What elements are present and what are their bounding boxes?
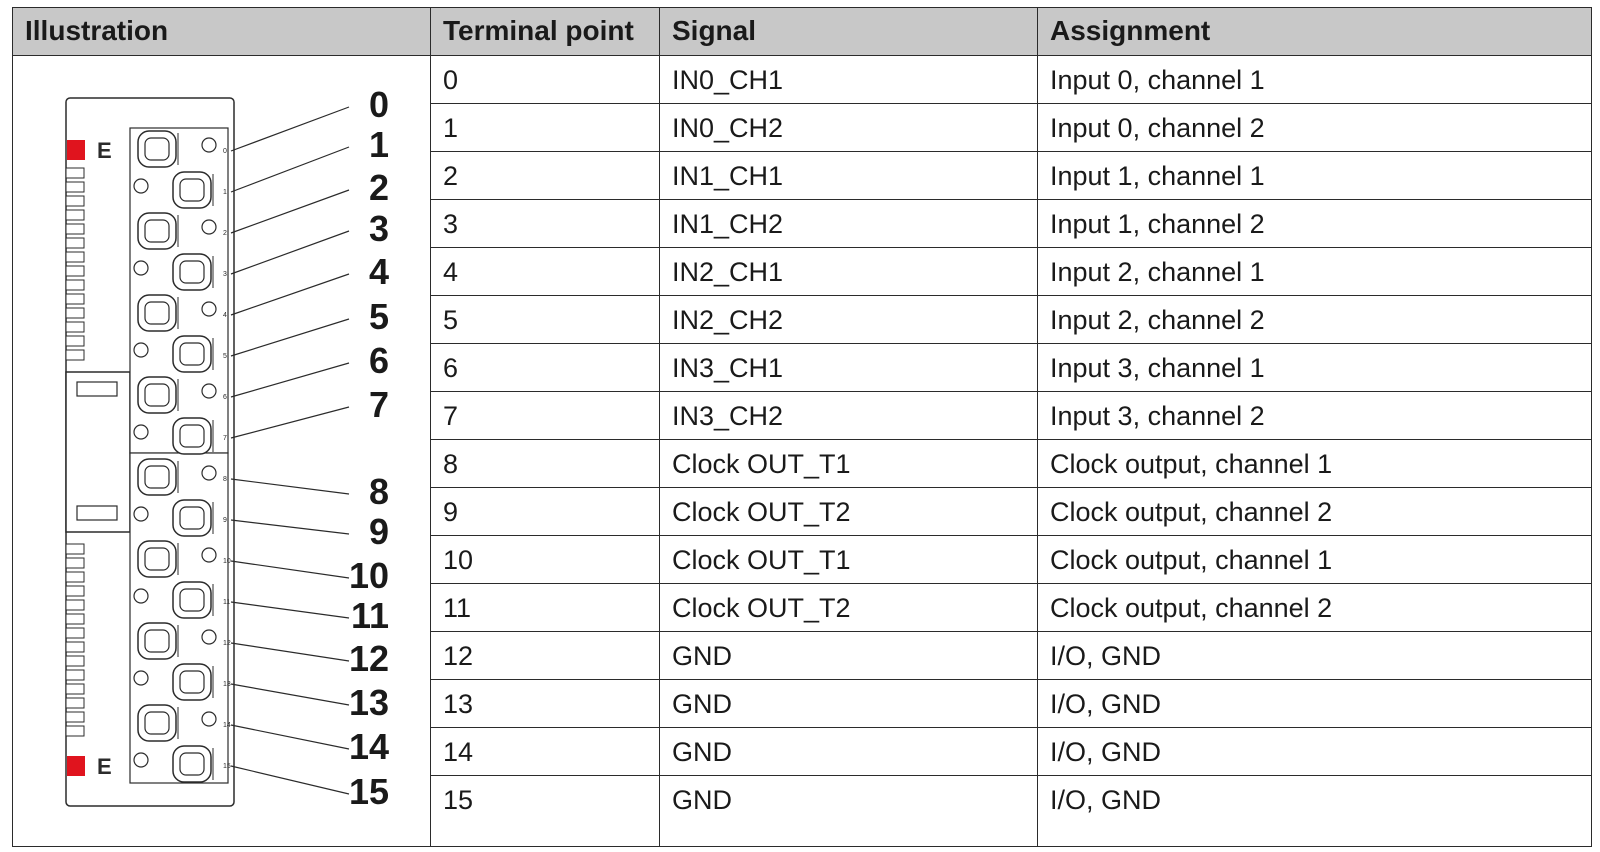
terminal-small-label: 1 [223, 189, 227, 196]
assignment-cell: Input 3, channel 2 [1050, 401, 1265, 431]
terminal-small-label: 8 [223, 476, 227, 483]
release-button [134, 179, 148, 193]
release-button [202, 466, 216, 480]
callout-line [231, 363, 349, 397]
callout-line [231, 602, 349, 618]
release-button [202, 548, 216, 562]
housing-rib [66, 252, 84, 262]
release-button [202, 220, 216, 234]
terminal-small-label: 3 [223, 271, 227, 278]
signal-cell: IN3_CH1 [672, 353, 784, 383]
housing-rib [66, 544, 84, 554]
release-button [134, 671, 148, 685]
signal-cell: IN1_CH1 [672, 161, 784, 191]
release-button [134, 425, 148, 439]
terminal-number-label: 5 [368, 296, 389, 337]
terminal-number-label: 8 [368, 471, 389, 512]
signal-cell: Clock OUT_T2 [672, 497, 851, 527]
terminal-small-label: 15 [223, 763, 231, 770]
callout-line [231, 147, 349, 192]
terminal-point-cell: 11 [443, 593, 472, 623]
housing-rib [66, 308, 84, 318]
release-button [202, 384, 216, 398]
terminal-point-cell: 12 [443, 641, 474, 671]
assignment-cell: Clock output, channel 2 [1050, 593, 1333, 623]
release-button [134, 589, 148, 603]
housing-rib [66, 336, 84, 346]
terminal-point-cell: 8 [443, 449, 459, 479]
housing-rib [66, 572, 84, 582]
terminal-point-cell: 0 [443, 65, 459, 95]
housing-rib [66, 712, 84, 722]
terminal-number-label: 7 [368, 384, 389, 425]
housing-rib [66, 294, 84, 304]
signal-cell: Clock OUT_T2 [672, 593, 851, 623]
spring-opening [145, 712, 169, 734]
assignment-cell: I/O, GND [1050, 737, 1162, 767]
terminal-assignment-table [12, 7, 1592, 847]
signal-cell: GND [672, 641, 732, 671]
signal-cell: IN1_CH2 [672, 209, 784, 239]
signal-cell: GND [672, 737, 732, 767]
housing-rib [66, 656, 84, 666]
housing-rib [66, 210, 84, 220]
release-button [202, 302, 216, 316]
spring-opening [180, 507, 204, 529]
spring-opening [145, 630, 169, 652]
housing-rib [66, 196, 84, 206]
signal-cell: GND [672, 785, 732, 815]
assignment-cell: Clock output, channel 1 [1050, 545, 1333, 575]
callout-line [231, 684, 349, 705]
housing-rib [66, 670, 84, 680]
terminal-point-cell: 9 [443, 497, 459, 527]
terminal-small-label: 2 [223, 230, 227, 237]
signal-cell: Clock OUT_T1 [672, 545, 851, 575]
housing-rib [66, 280, 84, 290]
housing-rib [66, 182, 84, 192]
spring-opening [145, 548, 169, 570]
signal-cell: IN0_CH2 [672, 113, 784, 143]
header-illustration: Illustration [13, 8, 431, 56]
terminal-point-cell: 10 [443, 545, 474, 575]
terminal-point-cell: 15 [443, 785, 474, 815]
housing-rib [66, 614, 84, 624]
error-led-label: E [97, 138, 112, 163]
terminal-point-cell: 1 [443, 113, 459, 143]
spring-opening [180, 671, 204, 693]
spring-opening [145, 220, 169, 242]
assignment-cell: Clock output, channel 1 [1050, 449, 1333, 479]
terminal-small-label: 12 [223, 640, 231, 647]
terminal-point-cell: 2 [443, 161, 459, 191]
assignment-cell: Clock output, channel 2 [1050, 497, 1333, 527]
terminal-point-cell: 13 [443, 689, 474, 719]
release-button [202, 630, 216, 644]
callout-line [231, 107, 349, 151]
terminal-number-label: 11 [350, 595, 389, 636]
callout-line [231, 520, 349, 534]
callout-line [231, 479, 349, 494]
release-button [134, 507, 148, 521]
terminal-small-label: 10 [223, 558, 231, 565]
spring-opening [145, 302, 169, 324]
assignment-cell: Input 1, channel 1 [1050, 161, 1265, 191]
housing-rib [66, 168, 84, 178]
error-led [67, 140, 85, 160]
spring-opening [145, 466, 169, 488]
header-terminal-point: Terminal point [431, 8, 660, 56]
terminal-small-label: 0 [223, 148, 227, 155]
error-led-label: E [97, 754, 112, 779]
error-led [67, 756, 85, 776]
assignment-cell: Input 2, channel 1 [1050, 257, 1265, 287]
release-button [134, 261, 148, 275]
terminal-small-label: 14 [223, 722, 231, 729]
callout-line [231, 643, 349, 661]
housing-rib [66, 726, 84, 736]
signal-cell: IN2_CH1 [672, 257, 784, 287]
spring-opening [145, 138, 169, 160]
terminal-point-cell: 5 [443, 305, 459, 335]
callout-line [231, 725, 349, 749]
spring-opening [180, 589, 204, 611]
signal-cell: IN0_CH1 [672, 65, 784, 95]
terminal-point-cell: 3 [443, 209, 459, 239]
housing-rib [66, 350, 84, 360]
terminal-number-label: 12 [348, 638, 389, 679]
terminal-small-label: 4 [223, 312, 227, 319]
release-button [134, 343, 148, 357]
spring-opening [180, 753, 204, 775]
callout-line [231, 407, 349, 438]
terminal-small-label: 9 [223, 517, 227, 524]
terminal-small-label: 5 [223, 353, 227, 360]
assignment-cell: I/O, GND [1050, 689, 1162, 719]
terminal-number-label: 14 [348, 726, 389, 767]
callout-line [231, 274, 349, 315]
terminal-number-label: 6 [368, 340, 389, 381]
release-button [202, 138, 216, 152]
terminal-number-label: 9 [368, 511, 389, 552]
housing-rib [66, 586, 84, 596]
assignment-cell: Input 2, channel 2 [1050, 305, 1265, 335]
signal-cell: GND [672, 689, 732, 719]
header-assignment: Assignment [1038, 8, 1591, 56]
terminal-number-label: 4 [368, 251, 389, 292]
terminal-small-label: 7 [223, 435, 227, 442]
housing-rib [66, 628, 84, 638]
terminal-number-label: 10 [348, 555, 389, 596]
assignment-cell: Input 0, channel 1 [1050, 65, 1265, 95]
assignment-cell: I/O, GND [1050, 785, 1162, 815]
terminal-number-label: 15 [348, 771, 389, 812]
housing-rib [66, 600, 84, 610]
housing-rib [66, 238, 84, 248]
terminal-number-label: 13 [348, 682, 389, 723]
signal-cell: Clock OUT_T1 [672, 449, 851, 479]
terminal-point-cell: 4 [443, 257, 459, 287]
terminal-point-cell: 14 [443, 737, 474, 767]
spring-opening [180, 179, 204, 201]
release-button [202, 712, 216, 726]
callout-line [231, 766, 349, 794]
terminal-small-label: 13 [223, 681, 231, 688]
spring-opening [180, 261, 204, 283]
callout-line [231, 231, 349, 274]
assignment-cell: Input 3, channel 1 [1050, 353, 1265, 383]
housing-rib [66, 322, 84, 332]
signal-cell: IN3_CH2 [672, 401, 784, 431]
release-button [134, 753, 148, 767]
spring-opening [145, 384, 169, 406]
terminal-number-label: 1 [368, 124, 389, 165]
housing-rib [66, 266, 84, 276]
terminal-block-illustration [13, 56, 430, 846]
housing-rib [66, 642, 84, 652]
signal-cell: IN2_CH2 [672, 305, 784, 335]
terminal-number-label: 3 [368, 208, 389, 249]
housing-rib [66, 684, 84, 694]
housing-rib [66, 698, 84, 708]
housing-rib [66, 224, 84, 234]
callout-line [231, 190, 349, 233]
assignment-cell: I/O, GND [1050, 641, 1162, 671]
spring-opening [180, 343, 204, 365]
terminal-number-label: 0 [368, 84, 389, 125]
callout-line [231, 561, 349, 578]
housing-rib [66, 558, 84, 568]
spring-opening [180, 425, 204, 447]
header-signal: Signal [660, 8, 1038, 56]
terminal-number-label: 2 [368, 167, 389, 208]
terminal-point-cell: 7 [443, 401, 459, 431]
clip-slot [77, 382, 117, 396]
callout-line [231, 319, 349, 356]
terminal-small-label: 6 [223, 394, 227, 401]
assignment-cell: Input 0, channel 2 [1050, 113, 1265, 143]
assignment-cell: Input 1, channel 2 [1050, 209, 1265, 239]
terminal-point-cell: 6 [443, 353, 459, 383]
terminal-small-label: 11 [223, 599, 231, 606]
clip-slot [77, 506, 117, 520]
